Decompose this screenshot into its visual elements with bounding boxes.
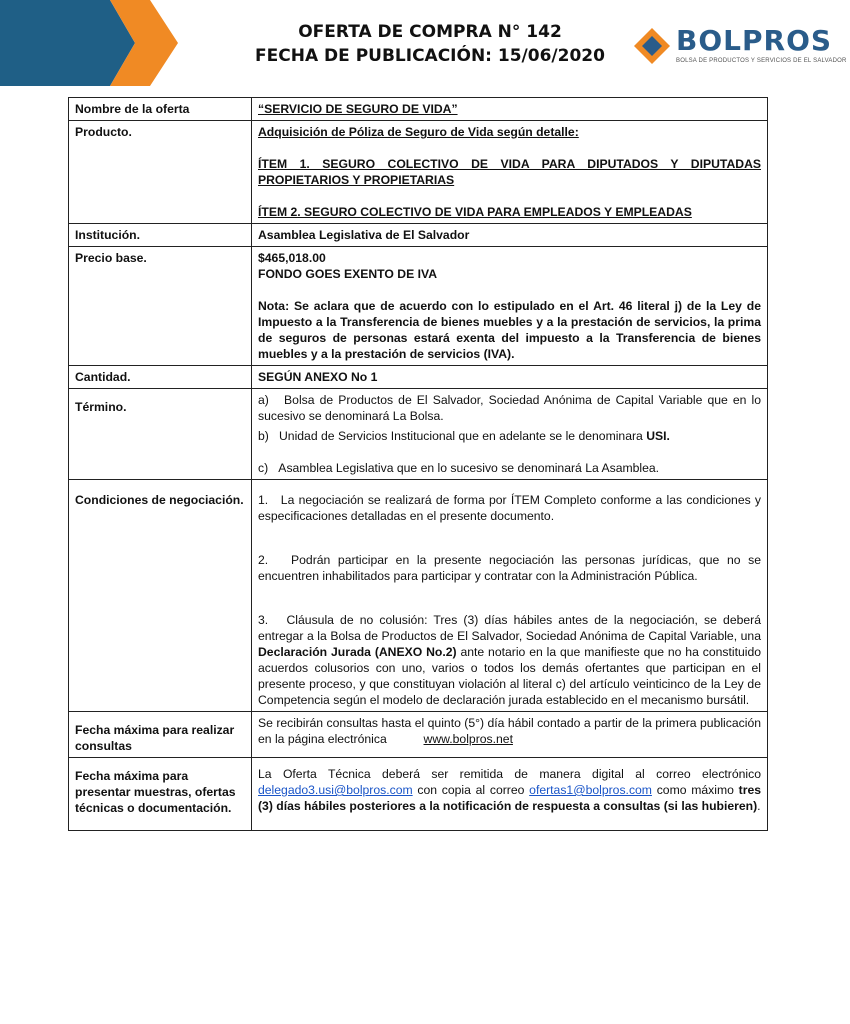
logo-diamond-icon xyxy=(632,26,672,66)
label-muestras: Fecha máxima para presentar muestras, ofertas técnicas o documentación. xyxy=(69,758,252,831)
label-institucion: Institución. xyxy=(69,224,252,247)
label-consultas: Fecha máxima para realizar consultas xyxy=(69,712,252,758)
row-condiciones xyxy=(69,480,768,712)
label-condiciones: Condiciones de negociación. xyxy=(69,480,252,712)
condicion-1: 1. La negociación se realizará de forma por ÍTEM Completo conforme a las condiciones y especificaciones detalladas en el presente documento. xyxy=(258,493,761,523)
termino-a: a) Bolsa de Productos de El Salvador, Sociedad Anónima de Capital Variable que en lo sucesivo se denominará La Bolsa. xyxy=(258,393,761,423)
consultas-text: Se recibirán consultas hasta el quinto (5°) día hábil contado a partir de la primera publicación en la página electrónica xyxy=(258,716,761,746)
document-title xyxy=(230,20,630,68)
offer-number: OFERTA DE COMPRA N° 142 xyxy=(298,22,562,42)
precio-fondo: FONDO GOES EXENTO DE IVA xyxy=(258,267,438,281)
condicion-3: 3. Cláusula de no colusión: Tres (3) días hábiles antes de la negociación, se deberá entregar a la Bolsa de Productos de El Salvador, Sociedad Anónima de Capital Variable, una Declaración Jurada (ANEXO No.2) ante notario en la que manifieste que no ha constituido acuerdos colusorios con uno, varios o todos los demás ofertantes que participan en el presente proceso, y que constituyan violación al literal c) del artículo veinticinco de la Ley de Competencia según el modelo de declaración jurada establecido en el mecanismo bursátil. xyxy=(258,613,761,707)
producto-item1: ÍTEM 1. SEGURO COLECTIVO DE VIDA PARA DIPUTADOS Y DIPUTADAS PROPIETARIOS Y PROPIETARIAS xyxy=(258,157,761,187)
label-cantidad: Cantidad. xyxy=(69,366,252,389)
producto-intro: Adquisición de Póliza de Seguro de Vida según detalle: xyxy=(258,125,579,139)
row-institucion xyxy=(69,224,768,247)
termino-b: b) Unidad de Servicios Institucional que en adelante se le denominara USI. xyxy=(258,429,670,443)
precio-nota: Nota: Se aclara que de acuerdo con lo estipulado en el Art. 46 literal j) de la Ley de Impuesto a la Transferencia de bienes muebles y a la prestación de servicios, la prima de seguros de personas estará exenta del impuesto a la Transferencia de bienes muebles y a la prestación de servicios (IVA). xyxy=(258,299,761,361)
plazo-muestras: tres (3) días hábiles posteriores a la notificación de respuesta a consultas (si las hubieren) xyxy=(258,783,762,813)
row-consultas xyxy=(69,712,768,758)
termino-c: c) Asamblea Legislativa que en lo sucesivo se denominará La Asamblea. xyxy=(258,461,660,475)
value-institucion: Asamblea Legislativa de El Salvador xyxy=(252,224,768,247)
producto-item2: ÍTEM 2. SEGURO COLECTIVO DE VIDA PARA EMPLEADOS Y EMPLEADAS xyxy=(258,205,692,219)
value-cantidad: SEGÚN ANEXO No 1 xyxy=(252,366,768,389)
row-producto xyxy=(69,121,768,224)
label-termino: Término. xyxy=(69,389,252,480)
row-precio xyxy=(69,247,768,366)
label-producto: Producto. xyxy=(69,121,252,224)
publication-date: FECHA DE PUBLICACIÓN: 15/06/2020 xyxy=(255,46,605,66)
email-ofertas-link[interactable]: ofertas1@bolpros.com xyxy=(529,783,652,797)
row-muestras: Fecha máxima para presentar muestras, ofertas técnicas o documentación. La Oferta Técnica deberá ser remitida de manera digital al correo electrónico delegado3.usi@bolpros.com con copia al correo ofertas1@bolpros.com como máximo tres (3) días hábiles posteriores a la notificación de respuesta a consultas (si las hubieren). xyxy=(69,758,768,831)
precio-amount: $465,018.00 xyxy=(258,251,326,265)
header-banner xyxy=(0,0,180,86)
email-delegado-link[interactable]: delegado3.usi@bolpros.com xyxy=(258,783,413,797)
condicion-2: 2. Podrán participar en la presente negociación las personas jurídicas, que no se encuentren inhabilitados para participar y contratar con la Administración Pública. xyxy=(258,553,761,583)
logo-tagline: BOLSA DE PRODUCTOS Y SERVICIOS DE EL SALVADOR xyxy=(676,58,847,64)
label-nombre: Nombre de la oferta xyxy=(69,98,252,121)
row-termino xyxy=(69,389,768,480)
logo-name: BOLPROS xyxy=(676,24,833,57)
row-nombre xyxy=(69,98,768,121)
consultas-url[interactable]: www.bolpros.net xyxy=(423,732,513,746)
row-cantidad xyxy=(69,366,768,389)
label-precio: Precio base. xyxy=(69,247,252,366)
value-nombre: “SERVICIO DE SEGURO DE VIDA” xyxy=(258,102,458,116)
bolpros-logo xyxy=(632,22,847,74)
offer-details-table xyxy=(68,97,768,831)
